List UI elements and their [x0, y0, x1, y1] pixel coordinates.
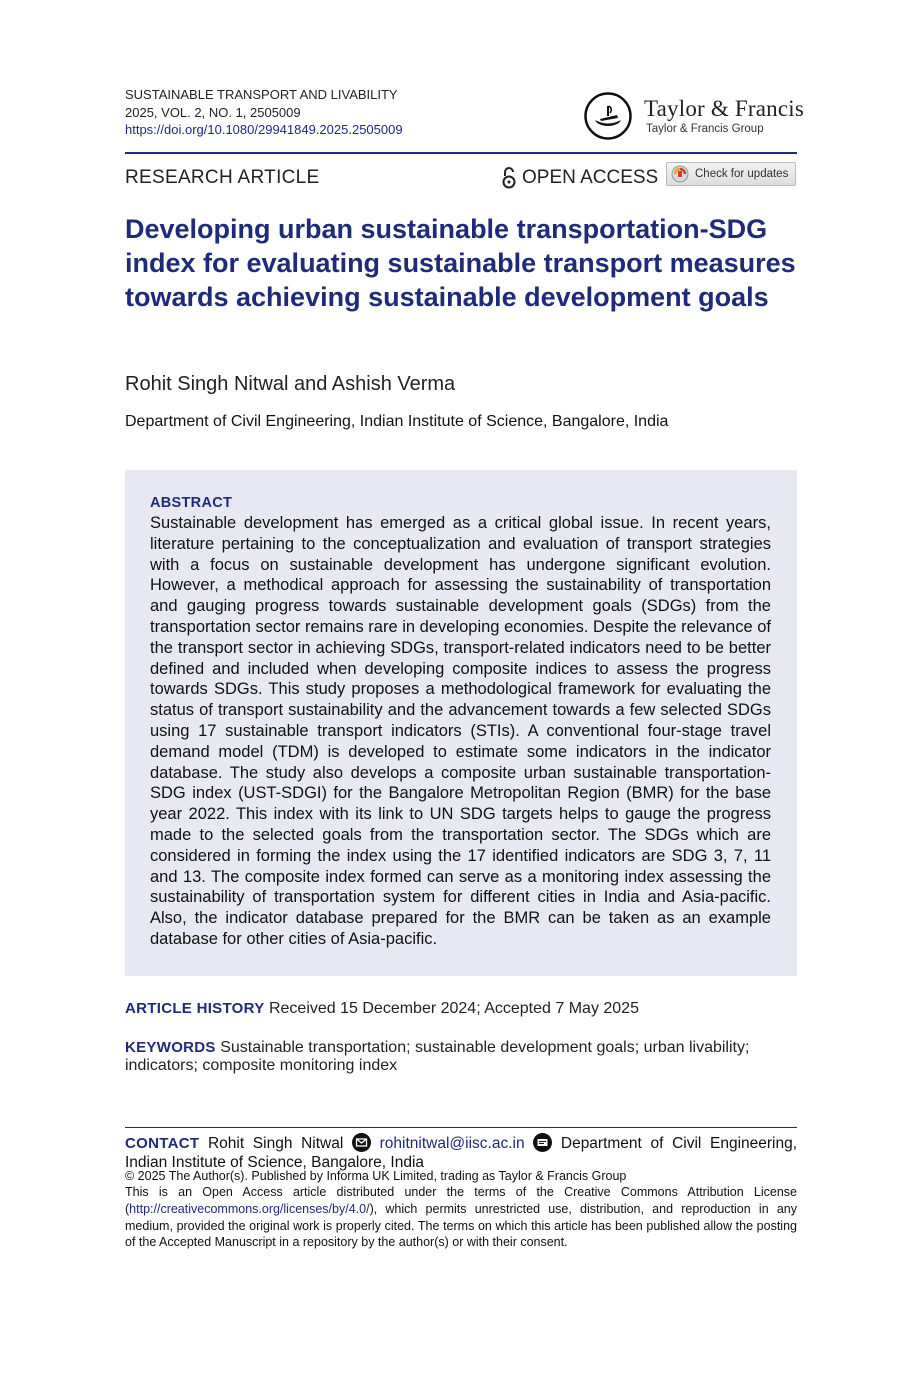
abstract-text: Sustainable development has emerged as a critical global issue. In recent years, literature pertaining to the conceptualization and evaluation of transport strategies with a focus on sustainable development has undergone significant evolution. However, a methodical approach for assessing the sustainability of transportation and gauging progress towards sustainable development goals (SDGs) from the transportation sector remains rare in developing economies. Despite the relevance of the transport sector in achieving SDGs, transport-related indicators need to be better defined and included when developing composite indices to assess the progress towards SDGs. This study proposes a methodological framework for evaluating the status of transport sustainability and the advancement towards a few selected SDGs using 17 sustainable transport indicators (STIs). A conventional four-stage travel demand model (TDM) is developed to estimate some indicators in the indicator database. The study also develops a composite urban sustainable transportation-SDG index (UST-SDGI) for the Bangalore Metropolitan Region (BMR) for the base year 2022. This index with its link to UN SDG targets helps to gauge the progress made to the selected goals from the transportation sector. The SDGs which are considered in forming the index using the 17 identified indicators are SDG 3, 7, 11 and 13. The composite index formed can serve as a monitoring index assessing the sustainability of transportation system for different cities in India and Asia-pacific. Also, the indicator database prepared for the BMR can be taken as an example database for other cities of Asia-pacific.: [150, 514, 771, 948]
contact-label: CONTACT: [125, 1135, 200, 1152]
contact-name: Rohit Singh Nitwal: [207, 1135, 344, 1152]
publisher-group: Taylor & Francis Group: [646, 123, 764, 135]
publisher-emblem-icon: [584, 92, 632, 140]
license-text-end: ), which permits unrestricted use, distribution, and reproduction in any medium, provided the original work is properly cited. The terms on which this article has been published allow the posting of the Accepted Manuscript in a repository by the author(s) or with their consent.: [125, 1201, 797, 1250]
journal-issue: 2025, VOL. 2, NO. 1, 2505009: [125, 104, 301, 120]
contact-info: [125, 1133, 797, 1172]
license-link[interactable]: http://creativecommons.org/licenses/by/4.0/: [129, 1201, 370, 1216]
contact-email[interactable]: rohitnitwal@iisc.ac.in: [379, 1135, 525, 1152]
keywords: [125, 1039, 797, 1075]
history-text: Received 15 December 2024; Accepted 7 May 2025: [268, 1000, 639, 1017]
authors: Rohit Singh Nitwal and Ashish Verma: [125, 373, 456, 395]
footer-divider: [125, 1127, 797, 1128]
contact-address: Department of Civil Engineering, Indian Institute of Science, Bangalore, India: [125, 1135, 798, 1171]
history-label: ARTICLE HISTORY: [125, 1000, 265, 1017]
check-updates-icon: [671, 165, 689, 183]
address-icon: [533, 1133, 552, 1152]
open-access-badge: [502, 165, 658, 191]
article-title: Developing urban sustainable transportation-SDG index for evaluating sustainable transport measures towards achieving sustainable development goals: [125, 214, 796, 312]
affiliation: Department of Civil Engineering, Indian Institute of Science, Bangalore, India: [125, 413, 669, 430]
article-history: [125, 1000, 797, 1018]
article-type: RESEARCH ARTICLE: [125, 167, 320, 188]
publisher-logo: [584, 92, 804, 146]
email-icon: [352, 1133, 371, 1152]
license-text: [125, 1184, 797, 1251]
journal-header: [125, 86, 403, 139]
doi-link[interactable]: https://doi.org/10.1080/29941849.2025.2505009: [125, 122, 403, 137]
open-access-label: OPEN ACCESS: [522, 167, 659, 188]
journal-name: SUSTAINABLE TRANSPORT AND LIVABILITY: [125, 87, 398, 102]
keywords-label: KEYWORDS: [125, 1039, 216, 1056]
copyright: © 2025 The Author(s). Published by Informa UK Limited, trading as Taylor & Francis Group: [125, 1169, 627, 1183]
check-updates-label: Check for updates: [695, 168, 789, 180]
abstract-heading: ABSTRACT: [150, 495, 233, 511]
keywords-text: Sustainable transportation; sustainable development goals; urban livability; indicators; composite monitoring index: [125, 1039, 750, 1074]
open-lock-icon: [502, 166, 516, 190]
publisher-name: Taylor & Francis: [644, 96, 804, 121]
header-divider: [125, 152, 797, 154]
license-text-start: This is an Open Access article distributed under the terms of the Creative Commons Attribution License (: [125, 1185, 797, 1216]
check-for-updates-button[interactable]: [666, 162, 796, 186]
